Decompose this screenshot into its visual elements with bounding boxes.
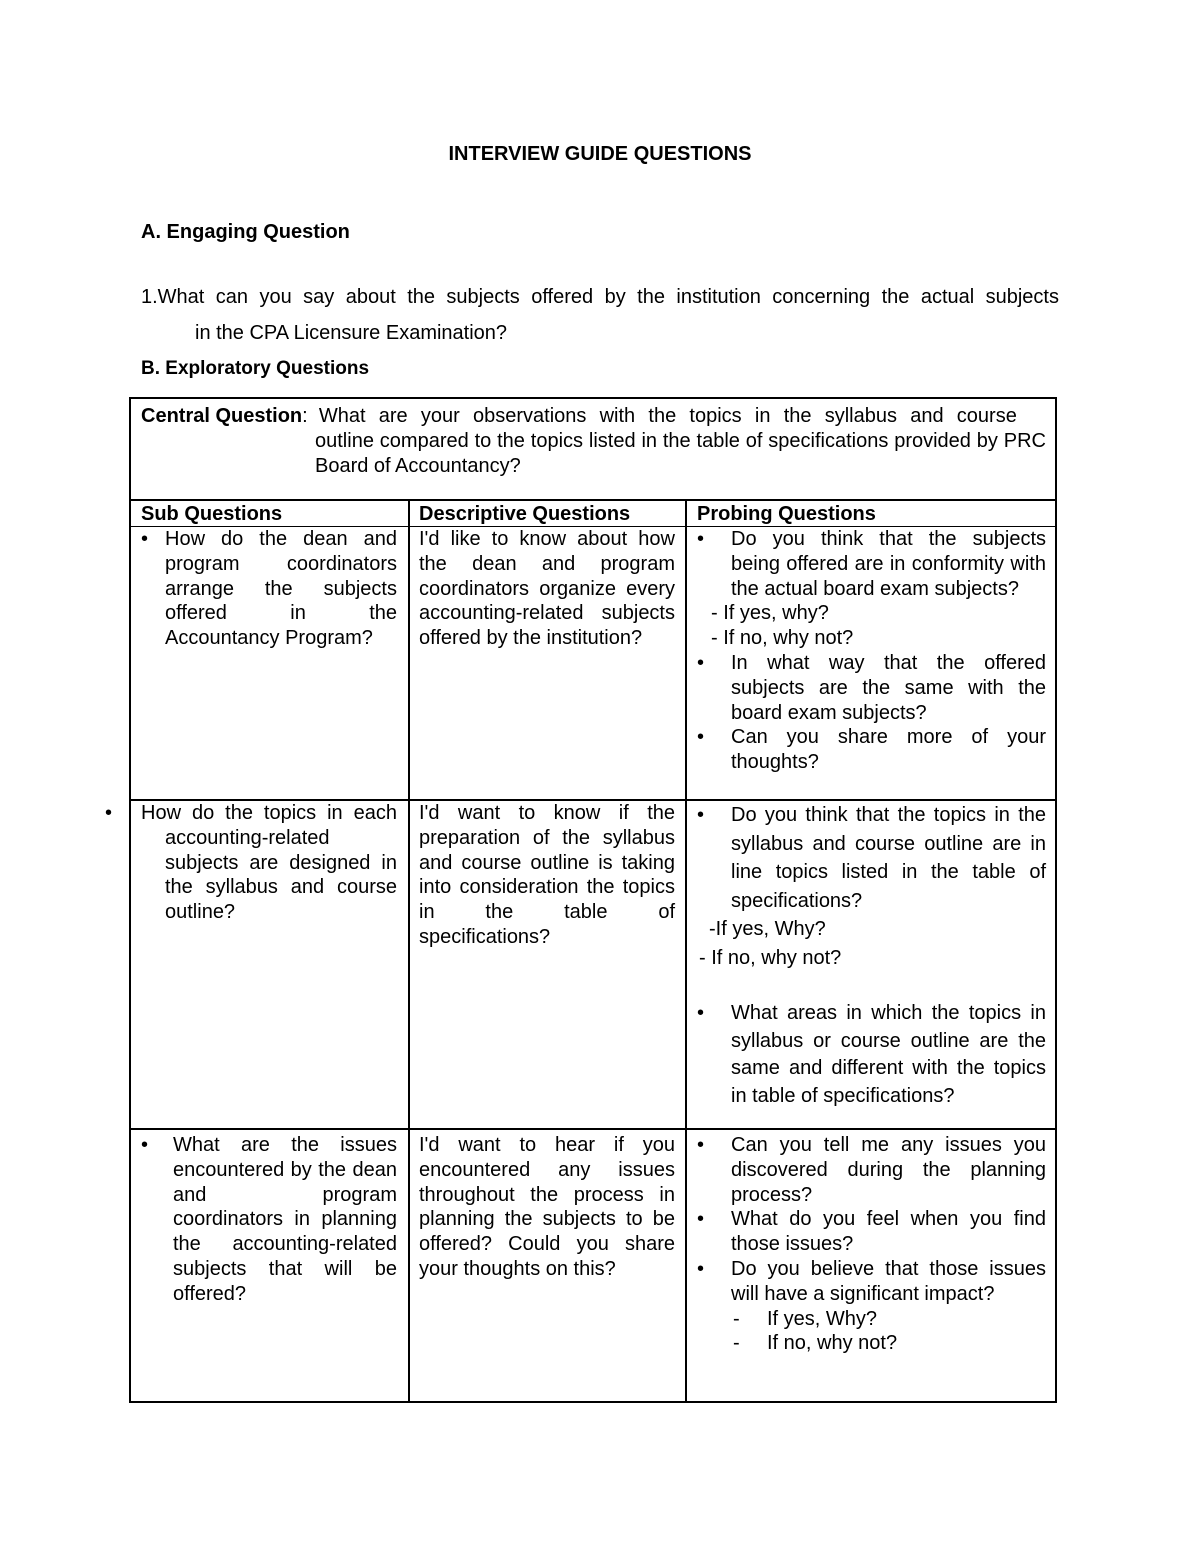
probing-followup: - If yes, why? [711, 602, 829, 625]
section-a-heading: A. Engaging Question [141, 221, 350, 243]
probing-followup: -If yes, Why? [709, 918, 826, 940]
row2-descriptive-question: I'd want to know if the preparation of the syllabus and course outline is taking into consideration the topics in the table of specifications? [419, 802, 675, 948]
row3-sub-question [141, 1133, 397, 1307]
dash-icon: - [733, 1307, 740, 1330]
probing-followup: If yes, Why? [767, 1307, 878, 1330]
bullet-icon: • [141, 528, 149, 550]
probing-text: What do you feel when you find those issues? [731, 1208, 1046, 1256]
bullet-icon: • [697, 528, 705, 550]
row1-sub-question [141, 527, 397, 651]
probing-text: What areas in which the topics in syllabus or course outline are the same and different with the topics in table of specifications? [731, 1002, 1046, 1107]
header-probing-questions: Probing Questions [697, 503, 876, 525]
probing-text: Can you share more of your thoughts? [731, 726, 1046, 774]
sub-question-text: How do the topics in each accounting-related subjects are designed in the syllabus and course outline? [141, 802, 397, 924]
bullet-icon: • [697, 1257, 705, 1280]
probing-followup: - If no, why not? [711, 627, 854, 650]
sub-question-text: What are the issues encountered by the dean and program coordinators in planning the accounting-related subjects that will be offered? [173, 1134, 397, 1305]
header-sub-questions: Sub Questions [141, 503, 283, 525]
row3-descriptive-question: I'd want to hear if you encountered any issues throughout the process in planning the subjects to be offered? Could you share your thoughts on this? [419, 1134, 675, 1280]
section-b-heading: B. Exploratory Questions [141, 358, 370, 379]
bullet-icon: • [141, 1134, 149, 1156]
probing-followup: - If no, why not? [699, 946, 842, 969]
header-descriptive-questions: Descriptive Questions [419, 503, 631, 525]
central-question-rest: outline compared to the topics listed in the table of specifications provided by PRC Board of Accountancy? [315, 429, 1046, 477]
bullet-icon: • [697, 1208, 705, 1231]
probing-text: Can you tell me any issues you discovered during the planning process? [731, 1134, 1046, 1206]
engaging-question-line1: 1.What can you say about the subjects offered by the institution concerning the actual subjects [141, 286, 1059, 308]
column-divider [685, 499, 687, 1401]
colon: : [302, 405, 308, 427]
bullet-icon: • [697, 1002, 705, 1024]
bullet-icon: • [697, 1134, 705, 1156]
central-question-label: Central Question [141, 405, 303, 427]
row3-probing-questions [697, 1133, 1046, 1356]
central-question [141, 404, 1046, 477]
central-question-line1: What are your observations with the topics in the syllabus and course [318, 405, 1017, 427]
bullet-icon: • [697, 726, 705, 749]
row2-sub-question: • How do the topics in each accounting-related subjects are designed in the syllabus and course outline? [105, 802, 397, 924]
sub-question-text: How do the dean and program coordinators arrange the subjects offered in the Accountancy Program? [165, 528, 397, 650]
probing-text: Do you think that the topics in the syllabus and course outline are in line topics listed in the table of specifications? [731, 804, 1046, 912]
row1-descriptive-question: I'd like to know about how the dean and program coordinators organize every accounting-related subjects offered by the institution? [419, 528, 675, 650]
table-divider [131, 499, 1055, 501]
bullet-icon: • [697, 651, 705, 674]
probing-followup: If no, why not? [767, 1332, 898, 1355]
dash-icon: - [733, 1332, 740, 1355]
column-divider [408, 499, 410, 1401]
document-title: INTERVIEW GUIDE QUESTIONS [448, 143, 752, 165]
engaging-question-line2: in the CPA Licensure Examination? [195, 322, 508, 344]
row2-probing-questions [697, 801, 1046, 1110]
table-divider [131, 1128, 1055, 1130]
bullet-icon: • [697, 804, 705, 826]
probing-text: In what way that the offered subjects are the same with the board exam subjects? [731, 651, 1046, 724]
probing-text: Do you think that the subjects being offered are in conformity with the actual board exam subjects? [731, 528, 1046, 600]
row1-probing-questions [697, 527, 1046, 775]
probing-text: Do you believe that those issues will have a significant impact? [731, 1257, 1046, 1305]
